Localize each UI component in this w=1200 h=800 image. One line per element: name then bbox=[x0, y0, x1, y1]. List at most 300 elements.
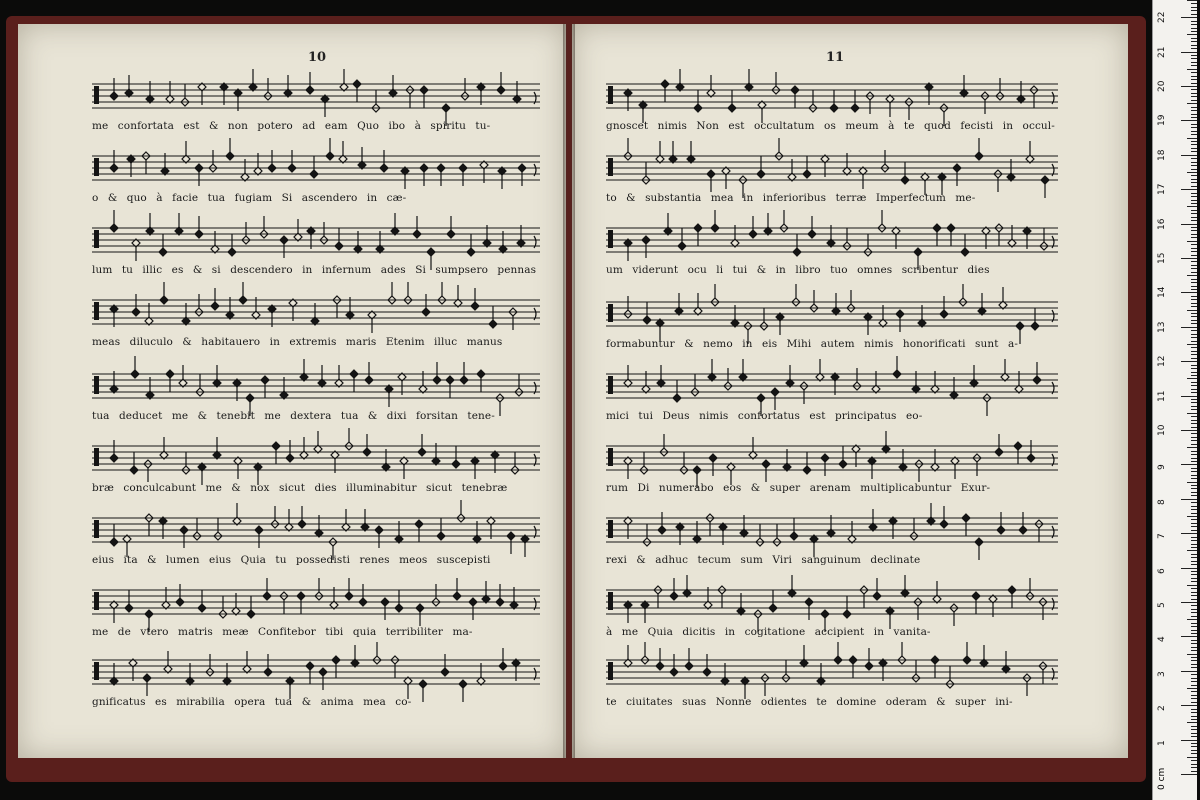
music-system bbox=[92, 434, 540, 504]
lyric-line: eius ita & lumen eius Quia tu possedisti renes meos suscepisti bbox=[92, 554, 491, 566]
lyric-line: à me Quia dicitis in cogitatione accipient in vanita- bbox=[606, 626, 931, 638]
ruler-tick bbox=[1191, 458, 1197, 459]
staff bbox=[606, 434, 1058, 480]
ruler-tick bbox=[1191, 698, 1197, 699]
ruler-tick bbox=[1181, 499, 1197, 500]
ruler-label: 6 bbox=[1157, 567, 1167, 574]
ruler-tick bbox=[1181, 430, 1197, 431]
ruler-tick bbox=[1191, 674, 1197, 675]
ruler-tick bbox=[1187, 585, 1197, 586]
lyric-line: lum tu illic es & si descendero in infernum ades Si sumpsero pennas bbox=[92, 264, 537, 276]
ruler-tick bbox=[1191, 182, 1197, 183]
ruler-tick bbox=[1187, 344, 1197, 345]
lyric-line: formabuntur & nemo in eis Mihi autem nimis honorificati sunt a- bbox=[606, 338, 1018, 350]
staff bbox=[92, 434, 540, 480]
right-page bbox=[572, 24, 1128, 758]
ruler-tick bbox=[1191, 409, 1197, 410]
ruler-tick bbox=[1191, 169, 1197, 170]
music-system bbox=[606, 362, 1058, 432]
ruler-tick bbox=[1191, 144, 1197, 145]
lyric-line: rexi & adhuc tecum sum Viri sanguinum declinate bbox=[606, 554, 921, 566]
ruler-tick bbox=[1187, 757, 1197, 758]
ruler-tick bbox=[1191, 38, 1197, 39]
ruler-tick bbox=[1191, 237, 1197, 238]
ruler-tick bbox=[1187, 550, 1197, 551]
ruler-label: 17 bbox=[1157, 183, 1167, 196]
music-system bbox=[92, 648, 540, 718]
ruler-tick bbox=[1181, 533, 1197, 534]
staff bbox=[92, 216, 540, 262]
ruler-tick bbox=[1191, 251, 1197, 252]
ruler-tick bbox=[1191, 399, 1197, 400]
ruler-tick bbox=[1191, 162, 1197, 163]
ruler-tick bbox=[1191, 141, 1197, 142]
ruler-tick bbox=[1191, 21, 1197, 22]
ruler-tick bbox=[1191, 296, 1197, 297]
ruler-tick bbox=[1191, 334, 1197, 335]
lyric-line: o & quo à facie tua fugiam Si ascendero in cæ- bbox=[92, 192, 407, 204]
ruler-label: 16 bbox=[1157, 218, 1167, 230]
ruler-tick bbox=[1181, 568, 1197, 569]
ruler-tick bbox=[1191, 210, 1197, 211]
ruler-tick bbox=[1191, 134, 1197, 135]
ruler-tick bbox=[1191, 712, 1197, 713]
page-number: 11 bbox=[826, 50, 845, 65]
ruler-tick bbox=[1191, 372, 1197, 373]
ruler-tick bbox=[1191, 389, 1197, 390]
ruler-tick bbox=[1187, 516, 1197, 517]
ruler-tick bbox=[1187, 413, 1197, 414]
ruler-tick bbox=[1181, 155, 1197, 156]
ruler-tick bbox=[1181, 52, 1197, 53]
ruler-tick bbox=[1191, 179, 1197, 180]
ruler-tick bbox=[1191, 547, 1197, 548]
lyric-line: me de vtero matris meæ Confitebor tibi quia terribiliter ma- bbox=[92, 626, 473, 638]
ruler-tick bbox=[1187, 34, 1197, 35]
ruler-tick bbox=[1191, 100, 1197, 101]
staff bbox=[92, 578, 540, 624]
ruler-tick bbox=[1187, 241, 1197, 242]
ruler-tick bbox=[1191, 509, 1197, 510]
ruler-tick bbox=[1191, 45, 1197, 46]
staff bbox=[606, 72, 1058, 118]
ruler-tick bbox=[1191, 282, 1197, 283]
ruler-tick bbox=[1191, 440, 1197, 441]
music-system bbox=[92, 578, 540, 648]
ruler-tick bbox=[1191, 616, 1197, 617]
ruler-tick bbox=[1191, 678, 1197, 679]
ruler-tick bbox=[1191, 244, 1197, 245]
ruler-tick bbox=[1191, 502, 1197, 503]
ruler-tick bbox=[1191, 175, 1197, 176]
ruler-tick bbox=[1191, 255, 1197, 256]
ruler-tick bbox=[1191, 402, 1197, 403]
ruler-tick bbox=[1191, 79, 1197, 80]
ruler-tick bbox=[1191, 196, 1197, 197]
ruler-tick bbox=[1191, 41, 1197, 42]
lyric-line: mici tui Deus nimis confortatus est principatus eo- bbox=[606, 410, 923, 422]
ruler-tick bbox=[1191, 55, 1197, 56]
ruler-tick bbox=[1191, 217, 1197, 218]
ruler-tick bbox=[1187, 378, 1197, 379]
ruler-tick bbox=[1191, 451, 1197, 452]
ruler-tick bbox=[1191, 750, 1197, 751]
ruler-tick bbox=[1191, 48, 1197, 49]
music-system bbox=[606, 216, 1058, 286]
ruler-tick bbox=[1191, 719, 1197, 720]
ruler-tick bbox=[1191, 495, 1197, 496]
ruler-tick bbox=[1191, 28, 1197, 29]
ruler-tick bbox=[1191, 488, 1197, 489]
ruler-tick bbox=[1191, 165, 1197, 166]
ruler-tick bbox=[1191, 186, 1197, 187]
measurement-ruler bbox=[1152, 0, 1197, 800]
ruler-tick bbox=[1191, 746, 1197, 747]
staff bbox=[606, 216, 1058, 262]
ruler-tick bbox=[1191, 468, 1197, 469]
ruler-tick bbox=[1187, 69, 1197, 70]
ruler-label: 19 bbox=[1157, 114, 1167, 127]
ruler-tick bbox=[1191, 158, 1197, 159]
ruler-tick bbox=[1181, 464, 1197, 465]
ruler-tick bbox=[1191, 193, 1197, 194]
book-gutter bbox=[563, 24, 575, 758]
ruler-tick bbox=[1191, 657, 1197, 658]
ruler-label: 7 bbox=[1157, 533, 1167, 540]
ruler-tick bbox=[1191, 151, 1197, 152]
ruler-tick bbox=[1191, 148, 1197, 149]
ruler-tick bbox=[1191, 650, 1197, 651]
ruler-label: 9 bbox=[1157, 464, 1167, 471]
ruler-tick bbox=[1191, 695, 1197, 696]
ruler-tick bbox=[1181, 189, 1197, 190]
ruler-tick bbox=[1187, 103, 1197, 104]
ruler-tick bbox=[1187, 722, 1197, 723]
ruler-tick bbox=[1187, 138, 1197, 139]
ruler-tick bbox=[1191, 519, 1197, 520]
ruler-unit-label: 0 cm bbox=[1157, 767, 1167, 790]
ruler-tick bbox=[1191, 382, 1197, 383]
ruler-label: 21 bbox=[1157, 46, 1167, 58]
ruler-tick bbox=[1181, 671, 1197, 672]
ruler-tick bbox=[1191, 626, 1197, 627]
ruler-tick bbox=[1191, 526, 1197, 527]
ruler-tick bbox=[1191, 537, 1197, 538]
ruler-label: 4 bbox=[1157, 636, 1167, 643]
ruler-tick bbox=[1191, 733, 1197, 734]
ruler-tick bbox=[1191, 660, 1197, 661]
ruler-tick bbox=[1187, 172, 1197, 173]
ruler-tick bbox=[1191, 316, 1197, 317]
lyric-line: tua deducet me & tenebit me dextera tua & dixi forsitan tene- bbox=[92, 410, 495, 422]
ruler-tick bbox=[1191, 7, 1197, 8]
ruler-tick bbox=[1191, 220, 1197, 221]
ruler-label: 12 bbox=[1157, 355, 1167, 368]
ruler-tick bbox=[1191, 423, 1197, 424]
ruler-tick bbox=[1191, 630, 1197, 631]
lyric-line: te ciuitates suas Nonne odientes te domine oderam & super ini- bbox=[606, 696, 1013, 708]
ruler-tick bbox=[1191, 341, 1197, 342]
ruler-label: 11 bbox=[1157, 390, 1167, 402]
ruler-tick bbox=[1191, 767, 1197, 768]
ruler-tick bbox=[1181, 361, 1197, 362]
ruler-tick bbox=[1191, 107, 1197, 108]
lyric-line: to & substantia mea in inferioribus terræ Imperfectum me- bbox=[606, 192, 976, 204]
ruler-label: 5 bbox=[1157, 602, 1167, 608]
ruler-tick bbox=[1191, 83, 1197, 84]
ruler-tick bbox=[1191, 58, 1197, 59]
ruler-tick bbox=[1187, 206, 1197, 207]
ruler-tick bbox=[1191, 485, 1197, 486]
lyric-line: gnoscet nimis Non est occultatum os meum à te quod fecisti in occul- bbox=[606, 120, 1055, 132]
ruler-tick bbox=[1191, 726, 1197, 727]
ruler-tick bbox=[1191, 89, 1197, 90]
ruler-tick bbox=[1191, 351, 1197, 352]
ruler-tick bbox=[1191, 599, 1197, 600]
ruler-tick bbox=[1191, 623, 1197, 624]
ruler-tick bbox=[1181, 774, 1197, 775]
ruler-tick bbox=[1191, 375, 1197, 376]
ruler-tick bbox=[1181, 17, 1197, 18]
staff bbox=[606, 506, 1058, 552]
ruler-tick bbox=[1191, 764, 1197, 765]
ruler-label: 13 bbox=[1157, 321, 1167, 333]
ruler-tick bbox=[1187, 0, 1197, 1]
ruler-label: 2 bbox=[1157, 705, 1167, 712]
music-system bbox=[606, 648, 1058, 718]
ruler-tick bbox=[1191, 117, 1197, 118]
ruler-tick bbox=[1191, 427, 1197, 428]
ruler-tick bbox=[1191, 513, 1197, 514]
ruler-tick bbox=[1191, 72, 1197, 73]
ruler-tick bbox=[1191, 471, 1197, 472]
ruler-tick bbox=[1191, 127, 1197, 128]
ruler-tick bbox=[1191, 454, 1197, 455]
ruler-tick bbox=[1191, 702, 1197, 703]
ruler-label: 15 bbox=[1157, 252, 1167, 264]
ruler-tick bbox=[1191, 574, 1197, 575]
ruler-tick bbox=[1191, 406, 1197, 407]
music-system bbox=[92, 72, 540, 142]
ruler-tick bbox=[1191, 592, 1197, 593]
ruler-tick bbox=[1191, 729, 1197, 730]
ruler-tick bbox=[1191, 685, 1197, 686]
page-number: 10 bbox=[308, 50, 327, 65]
ruler-tick bbox=[1191, 268, 1197, 269]
ruler-tick bbox=[1191, 392, 1197, 393]
music-system bbox=[606, 578, 1058, 648]
ruler-tick bbox=[1181, 120, 1197, 121]
ruler-tick bbox=[1191, 358, 1197, 359]
staff bbox=[92, 288, 540, 334]
ruler-tick bbox=[1191, 234, 1197, 235]
ruler-tick bbox=[1191, 492, 1197, 493]
ruler-label: 18 bbox=[1157, 149, 1167, 161]
ruler-label: 14 bbox=[1157, 286, 1167, 299]
ruler-tick bbox=[1191, 323, 1197, 324]
ruler-tick bbox=[1191, 385, 1197, 386]
ruler-tick bbox=[1191, 65, 1197, 66]
staff bbox=[606, 578, 1058, 624]
ruler-tick bbox=[1191, 691, 1197, 692]
ruler-tick bbox=[1191, 76, 1197, 77]
ruler-label: 10 bbox=[1157, 424, 1167, 436]
music-system bbox=[92, 216, 540, 286]
ruler-tick bbox=[1181, 258, 1197, 259]
ruler-label: 1 bbox=[1157, 739, 1167, 746]
ruler-tick bbox=[1191, 347, 1197, 348]
lyric-line: um viderunt ocu li tui & in libro tuo omnes scribentur dies bbox=[606, 264, 990, 276]
ruler-tick bbox=[1191, 227, 1197, 228]
lyric-line: meas diluculo & habitauero in extremis maris Etenim illuc manus bbox=[92, 336, 503, 348]
ruler-label: 20 bbox=[1157, 80, 1167, 92]
ruler-tick bbox=[1191, 265, 1197, 266]
ruler-tick bbox=[1191, 523, 1197, 524]
ruler-tick bbox=[1191, 681, 1197, 682]
ruler-tick bbox=[1187, 275, 1197, 276]
music-system bbox=[606, 506, 1058, 576]
ruler-tick bbox=[1191, 96, 1197, 97]
staff bbox=[92, 506, 540, 552]
ruler-label: 3 bbox=[1157, 671, 1167, 677]
ruler-tick bbox=[1191, 416, 1197, 417]
ruler-tick bbox=[1191, 299, 1197, 300]
music-system bbox=[606, 434, 1058, 504]
ruler-tick bbox=[1191, 461, 1197, 462]
ruler-tick bbox=[1181, 636, 1197, 637]
ruler-tick bbox=[1191, 3, 1197, 4]
music-system bbox=[606, 144, 1058, 214]
ruler-tick bbox=[1191, 595, 1197, 596]
ruler-tick bbox=[1191, 10, 1197, 11]
ruler-tick bbox=[1191, 365, 1197, 366]
ruler-tick bbox=[1191, 753, 1197, 754]
ruler-tick bbox=[1191, 647, 1197, 648]
ruler-tick bbox=[1191, 643, 1197, 644]
ruler-tick bbox=[1191, 609, 1197, 610]
lyric-line: bræ conculcabunt me & nox sicut dies illuminabitur sicut tenebræ bbox=[92, 482, 508, 494]
ruler-tick bbox=[1191, 248, 1197, 249]
ruler-tick bbox=[1191, 330, 1197, 331]
ruler-tick bbox=[1191, 544, 1197, 545]
ruler-tick bbox=[1187, 654, 1197, 655]
ruler-tick bbox=[1187, 482, 1197, 483]
ruler-tick bbox=[1181, 396, 1197, 397]
ruler-tick bbox=[1191, 554, 1197, 555]
ruler-tick bbox=[1191, 564, 1197, 565]
staff bbox=[606, 144, 1058, 190]
ruler-tick bbox=[1191, 110, 1197, 111]
ruler-tick bbox=[1191, 743, 1197, 744]
ruler-tick bbox=[1187, 310, 1197, 311]
ruler-tick bbox=[1191, 124, 1197, 125]
ruler-tick bbox=[1181, 292, 1197, 293]
lyric-line: gnificatus es mirabilia opera tua & anima mea co- bbox=[92, 696, 412, 708]
ruler-tick bbox=[1191, 581, 1197, 582]
ruler-tick bbox=[1191, 506, 1197, 507]
ruler-tick bbox=[1191, 771, 1197, 772]
ruler-tick bbox=[1191, 420, 1197, 421]
ruler-tick bbox=[1191, 433, 1197, 434]
staff bbox=[606, 648, 1058, 694]
staff bbox=[92, 72, 540, 118]
ruler-tick bbox=[1191, 475, 1197, 476]
ruler-tick bbox=[1191, 93, 1197, 94]
ruler-tick bbox=[1191, 444, 1197, 445]
ruler-tick bbox=[1191, 203, 1197, 204]
ruler-tick bbox=[1191, 736, 1197, 737]
ruler-tick bbox=[1191, 62, 1197, 63]
ruler-tick bbox=[1191, 31, 1197, 32]
ruler-tick bbox=[1191, 664, 1197, 665]
staff bbox=[606, 290, 1058, 336]
ruler-tick bbox=[1181, 327, 1197, 328]
ruler-tick bbox=[1181, 86, 1197, 87]
ruler-tick bbox=[1181, 740, 1197, 741]
ruler-label: 8 bbox=[1157, 499, 1167, 505]
ruler-tick bbox=[1181, 705, 1197, 706]
music-system bbox=[92, 506, 540, 576]
ruler-tick bbox=[1181, 224, 1197, 225]
ruler-tick bbox=[1191, 289, 1197, 290]
staff bbox=[92, 144, 540, 190]
staff bbox=[92, 362, 540, 408]
ruler-tick bbox=[1191, 571, 1197, 572]
lyric-line: me confortata est & non potero ad eam Quo ibo à spiritu tu- bbox=[92, 120, 491, 132]
ruler-tick bbox=[1191, 261, 1197, 262]
ruler-tick bbox=[1191, 612, 1197, 613]
ruler-label: 22 bbox=[1157, 11, 1167, 24]
ruler-tick bbox=[1187, 619, 1197, 620]
ruler-tick bbox=[1191, 279, 1197, 280]
ruler-tick bbox=[1191, 557, 1197, 558]
ruler-tick bbox=[1191, 272, 1197, 273]
staff bbox=[92, 648, 540, 694]
ruler-tick bbox=[1191, 337, 1197, 338]
ruler-tick bbox=[1191, 578, 1197, 579]
ruler-tick bbox=[1191, 716, 1197, 717]
ruler-tick bbox=[1191, 588, 1197, 589]
ruler-tick bbox=[1191, 530, 1197, 531]
music-system bbox=[606, 72, 1058, 142]
music-system bbox=[92, 288, 540, 358]
ruler-tick bbox=[1191, 368, 1197, 369]
ruler-tick bbox=[1191, 320, 1197, 321]
lyric-line: rum Di numerabo eos & super arenam multiplicabuntur Exur- bbox=[606, 482, 991, 494]
ruler-tick bbox=[1191, 24, 1197, 25]
ruler-tick bbox=[1191, 667, 1197, 668]
music-system bbox=[92, 362, 540, 432]
ruler-tick bbox=[1191, 306, 1197, 307]
music-system bbox=[92, 144, 540, 214]
ruler-tick bbox=[1191, 760, 1197, 761]
ruler-tick bbox=[1191, 478, 1197, 479]
ruler-tick bbox=[1191, 354, 1197, 355]
ruler-tick bbox=[1181, 602, 1197, 603]
ruler-tick bbox=[1191, 540, 1197, 541]
ruler-tick bbox=[1191, 200, 1197, 201]
ruler-tick bbox=[1191, 633, 1197, 634]
ruler-tick bbox=[1191, 313, 1197, 314]
ruler-tick bbox=[1191, 605, 1197, 606]
ruler-tick bbox=[1187, 447, 1197, 448]
ruler-tick bbox=[1191, 131, 1197, 132]
music-system bbox=[606, 290, 1058, 360]
left-page bbox=[18, 24, 566, 758]
ruler-tick bbox=[1191, 14, 1197, 15]
ruler-tick bbox=[1191, 640, 1197, 641]
ruler-tick bbox=[1191, 213, 1197, 214]
